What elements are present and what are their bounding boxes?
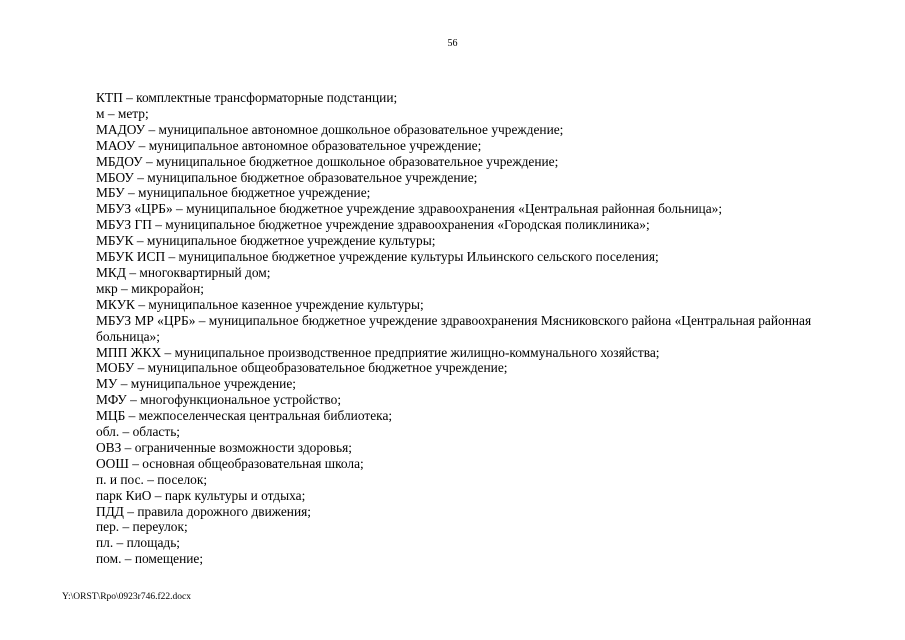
- abbreviation-item: пер. – переулок;: [96, 519, 188, 535]
- abbreviation-item: МБУЗ МР «ЦРБ» – муниципальное бюджетное учреждение здравоохранения Мясниковского района «Центральная районная больница»;: [96, 312, 812, 344]
- abbreviation-item: пл. – площадь;: [96, 535, 181, 551]
- abbreviation-item: МБУК ИСП – муниципальное бюджетное учреждение культуры Ильинского сельского поселения;: [96, 249, 659, 265]
- abbreviation-list: [96, 90, 856, 567]
- abbreviation-item: МФУ – многофункциональное устройство;: [96, 392, 342, 408]
- abbreviation-item: ООШ – основная общеобразовательная школа;: [96, 455, 364, 471]
- abbreviation-item: МПП ЖКХ – муниципальное производственное предприятие жилищно-коммунального хозяйства;: [96, 344, 660, 360]
- abbreviation-item: ПДД – правила дорожного движения;: [96, 503, 312, 519]
- abbreviation-item: мкр – микрорайон;: [96, 280, 204, 296]
- abbreviation-item: МБУЗ «ЦРБ» – муниципальное бюджетное учреждение здравоохранения «Центральная районная больница»;: [96, 201, 723, 217]
- abbreviation-item: пом. – помещение;: [96, 551, 204, 567]
- abbreviation-item: ОВЗ – ограниченные возможности здоровья;: [96, 439, 353, 455]
- abbreviation-item: МБОУ – муниципальное бюджетное образовательное учреждение;: [96, 169, 478, 185]
- abbreviation-item: МКУК – муниципальное казенное учреждение культуры;: [96, 296, 424, 312]
- abbreviation-item: МБУ – муниципальное бюджетное учреждение;: [96, 185, 371, 201]
- abbreviation-item: МКД – многоквартирный дом;: [96, 264, 271, 280]
- abbreviation-item: парк КиО – парк культуры и отдыха;: [96, 487, 306, 503]
- abbreviation-item: МОБУ – муниципальное общеобразовательное бюджетное учреждение;: [96, 360, 508, 376]
- abbreviation-item: МАДОУ – муниципальное автономное дошкольное образовательное учреждение;: [96, 121, 564, 137]
- abbreviation-item: п. и пос. – поселок;: [96, 471, 208, 487]
- abbreviation-item: МБУЗ ГП – муниципальное бюджетное учреждение здравоохранения «Городская поликлиника»;: [96, 217, 650, 233]
- footer-file-path: Y:\ORST\Rpo\0923r746.f22.docx: [62, 592, 191, 602]
- page-number: 56: [447, 38, 458, 49]
- abbreviation-item: МЦБ – межпоселенческая центральная библиотека;: [96, 408, 393, 424]
- abbreviation-item: МАОУ – муниципальное автономное образовательное учреждение;: [96, 137, 482, 153]
- abbreviation-item: КТП – комплектные трансформаторные подстанции;: [96, 90, 398, 105]
- abbreviation-item: МБДОУ – муниципальное бюджетное дошкольное образовательное учреждение;: [96, 153, 559, 169]
- abbreviation-item: обл. – область;: [96, 424, 181, 440]
- abbreviation-item: м – метр;: [96, 105, 149, 121]
- abbreviation-item: МУ – муниципальное учреждение;: [96, 376, 297, 392]
- abbreviation-item: МБУК – муниципальное бюджетное учреждение культуры;: [96, 233, 436, 249]
